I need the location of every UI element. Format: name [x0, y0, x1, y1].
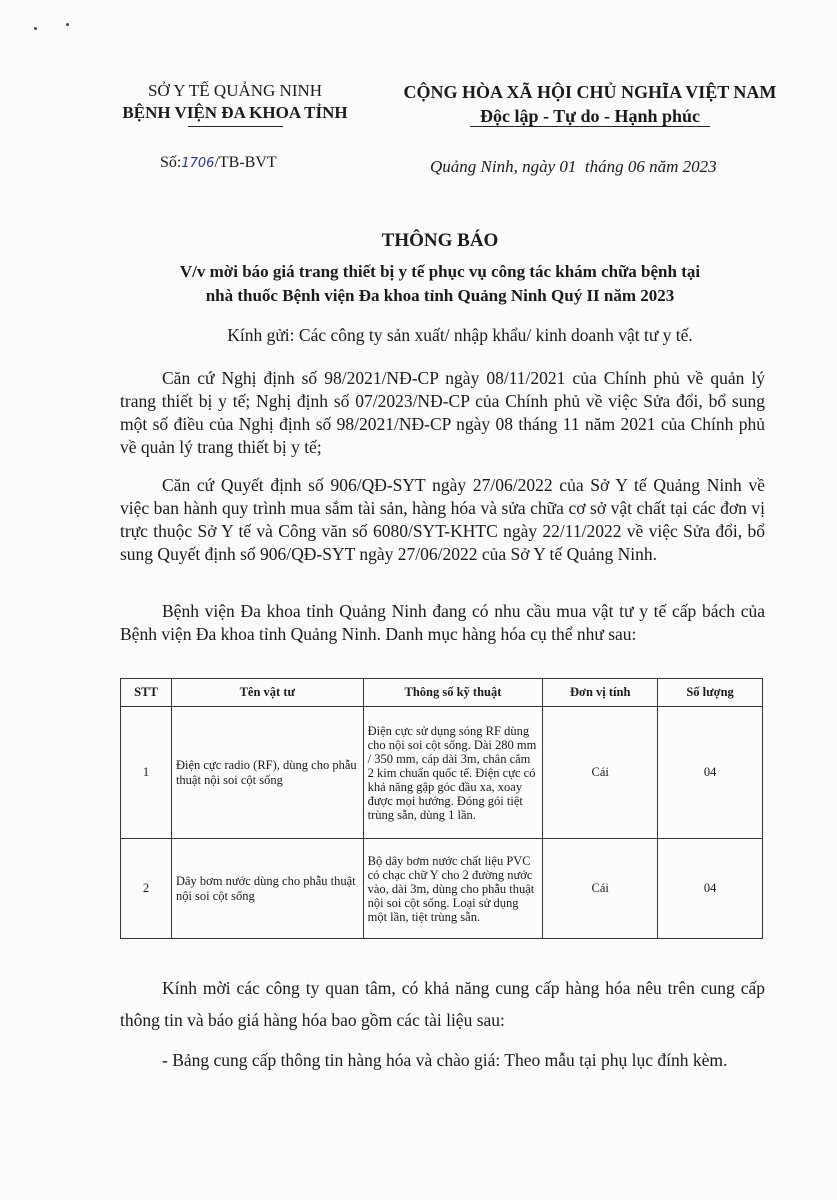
- cell-name: Dây bơm nước dùng cho phẫu thuật nội soi cột sống: [171, 839, 363, 939]
- cell-stt: 2: [121, 839, 172, 939]
- table-row: [121, 707, 763, 839]
- notice-title: THÔNG BÁO: [381, 230, 499, 251]
- cell-qty: 04: [658, 839, 763, 939]
- header-right-underline: [470, 126, 710, 127]
- notice-subject-line1: V/v mời báo giá trang thiết bị y tế phục vụ công tác khám chữa bệnh tại: [179, 262, 701, 281]
- paragraph-invitation: Kính mời các công ty quan tâm, có khả năng cung cấp hàng hóa nêu trên cung cấp thông tin và báo giá hàng hóa bao gồm các tài liệu sau:: [120, 978, 765, 1030]
- column-header-unit: Đơn vị tính: [543, 679, 658, 707]
- national-title: CỘNG HÒA XÃ HỘI CHỦ NGHĨA VIỆT NAM: [403, 82, 777, 102]
- cell-spec: Bộ dây bơm nước chất liệu PVC có chạc chữ Y cho 2 đường nước vào, dài 3m, dùng cho phẫu thuật nội soi cột sống. Loại sử dụng một lần, tiệt trùng sẵn.: [363, 839, 543, 939]
- paragraph-request: Bệnh viện Đa khoa tỉnh Quảng Ninh đang có nhu cầu mua vật tư y tế cấp bách của Bệnh viện Đa khoa tỉnh Quảng Ninh. Danh mục hàng hóa cụ thể như sau:: [120, 601, 765, 644]
- table-row: [121, 839, 763, 939]
- notice-subject-line2: nhà thuốc Bệnh viện Đa khoa tỉnh Quảng Ninh Quý II năm 2023: [205, 286, 675, 305]
- header-left: [90, 80, 380, 124]
- paragraph-legal-basis-1: Căn cứ Nghị định số 98/2021/NĐ-CP ngày 08/11/2021 của Chính phủ về quản lý trang thiết bị y tế; Nghị định số 07/2023/NĐ-CP của Chính phủ về việc Sửa đổi, bổ sung một số điều của Nghị định số 98/2021/NĐ-CP ngày 08 tháng 11 năm 2021 của Chính phủ về quản lý trang thiết bị y tế;: [120, 368, 765, 457]
- scan-speck: [34, 27, 37, 30]
- cell-unit: Cái: [543, 839, 658, 939]
- document-number: [160, 154, 277, 172]
- column-header-qty: Số lượng: [658, 679, 763, 707]
- column-header-name: Tên vật tư: [171, 679, 363, 707]
- paragraph-legal-basis-2: Căn cứ Quyết định số 906/QĐ-SYT ngày 27/06/2022 của Sở Y tế Quảng Ninh về việc ban hành quy trình mua sắm tài sản, hàng hóa và sửa chữa cơ sở vật chất tại các đơn vị trực thuộc Sở Y tế và Công văn số 6080/SYT-KHTC ngày 22/11/2022 về việc Sửa đổi, bổ sung Quyết định số 906/QĐ-SYT ngày 27/06/2022 của Sở Y tế Quảng Ninh.: [120, 475, 765, 564]
- national-motto: Độc lập - Tự do - Hạnh phúc: [479, 106, 701, 126]
- document-number-prefix: Số:: [160, 154, 182, 171]
- scan-speck: [66, 23, 69, 26]
- ministry-name: SỞ Y TẾ QUẢNG NINH: [147, 81, 323, 100]
- cell-stt: 1: [121, 707, 172, 839]
- hospital-name: BỆNH VIỆN ĐA KHOA TỈNH: [122, 103, 348, 122]
- items-table: [120, 678, 763, 939]
- paragraph-requirement-1: - Bảng cung cấp thông tin hàng hóa và chào giá: Theo mẫu tại phụ lục đính kèm.: [162, 1050, 728, 1070]
- table-header-row: [121, 679, 763, 707]
- recipient-line: Kính gửi: Các công ty sản xuất/ nhập khẩu/ kinh doanh vật tư y tế.: [227, 325, 693, 345]
- cell-spec: Điện cực sử dụng sóng RF dùng cho nội soi cột sống. Dài 280 mm / 350 mm, cáp dài 3m, chân cắm 2 kim chuẩn quốc tế. Điện cực có khả năng gập góc đầu xa, xoay được mọi hướng. Đóng gói tiệt trùng sẵn, dùng 1 lần.: [363, 707, 543, 839]
- document-number-handwritten: 1706: [181, 156, 215, 171]
- document-number-suffix: /TB-BVT: [214, 154, 277, 171]
- column-header-spec: Thông số kỹ thuật: [363, 679, 543, 707]
- notice-subject: [100, 260, 780, 308]
- column-header-stt: STT: [121, 679, 172, 707]
- document-date: Quảng Ninh, ngày 01 tháng 06 năm 2023: [430, 157, 717, 176]
- header-left-underline: [188, 126, 283, 127]
- cell-qty: 04: [658, 707, 763, 839]
- cell-unit: Cái: [543, 707, 658, 839]
- cell-name: Điện cực radio (RF), dùng cho phẫu thuật nội soi cột sống: [171, 707, 363, 839]
- header-right: [380, 80, 800, 128]
